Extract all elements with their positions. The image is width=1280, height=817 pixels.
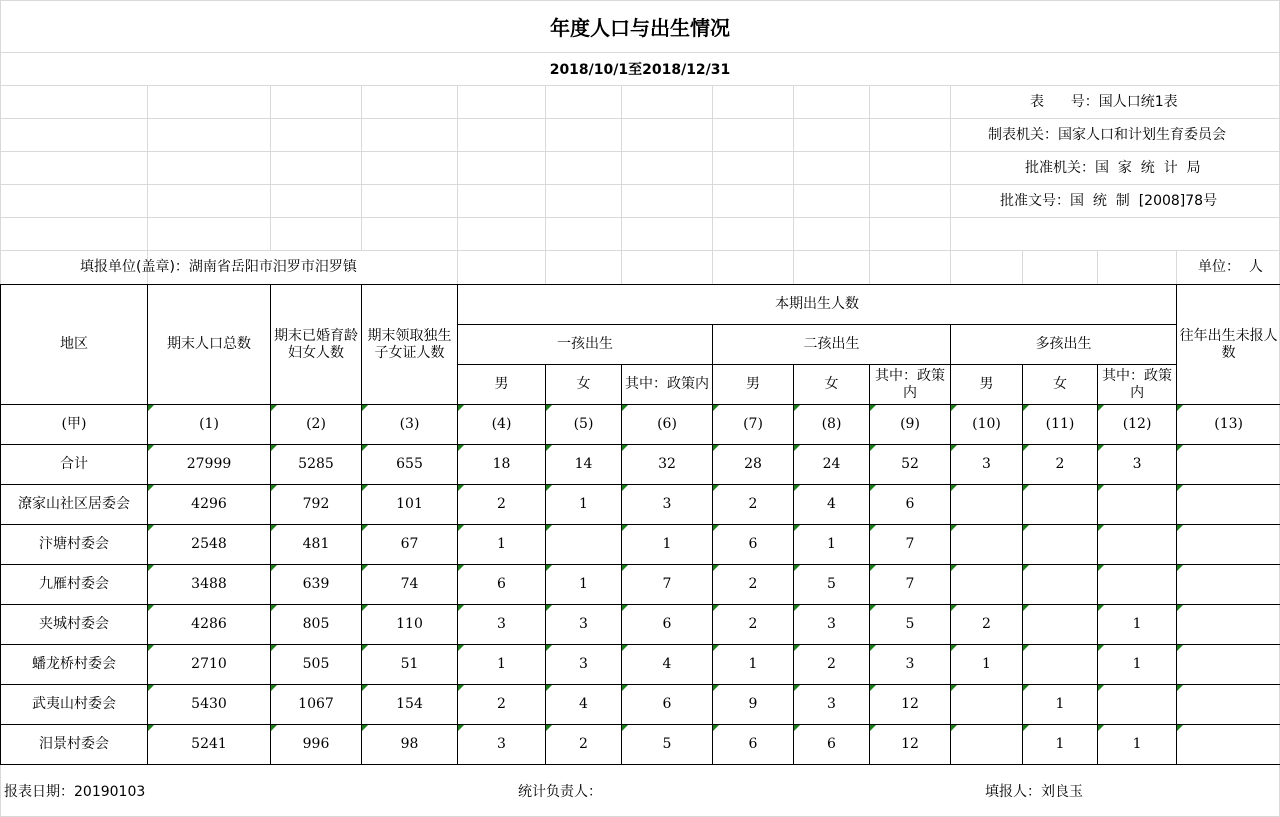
region-name[interactable]: 蟠龙桥村委会	[1, 645, 148, 685]
column-code: (8)	[794, 405, 870, 445]
gridline	[147, 85, 148, 284]
table-cell[interactable]: 4	[794, 485, 870, 525]
header-multi-child: 多孩出生	[951, 325, 1177, 365]
table-cell[interactable]: 5	[794, 565, 870, 605]
table-cell[interactable]: 7	[622, 565, 713, 605]
table-cell[interactable]: 3	[622, 485, 713, 525]
gridline	[712, 85, 713, 284]
table-cell[interactable]: 2	[951, 605, 1023, 645]
table-cell[interactable]: 6	[794, 725, 870, 765]
header-policy-inner: 其中：政策内	[870, 365, 951, 405]
table-cell[interactable]: 639	[271, 565, 362, 605]
header-unreported-births: 往年出生未报人数	[1177, 285, 1280, 405]
header-male: 男	[951, 365, 1023, 405]
table-cell[interactable]: 2	[458, 685, 546, 725]
region-name[interactable]: 武夷山村委会	[1, 685, 148, 725]
table-cell[interactable]	[1177, 725, 1280, 765]
table-cell[interactable]	[1177, 645, 1280, 685]
approval-authority: 批准机关：国 家 统 计 局	[1025, 159, 1201, 176]
table-cell[interactable]: 3	[870, 645, 951, 685]
column-code: (5)	[546, 405, 622, 445]
table-cell[interactable]: 6	[622, 605, 713, 645]
report-date: 报表日期：20190103	[4, 784, 146, 800]
table-cell[interactable]: 110	[362, 605, 458, 645]
table-cell[interactable]	[1023, 525, 1098, 565]
table-cell[interactable]	[1098, 525, 1177, 565]
table-cell[interactable]	[951, 685, 1023, 725]
issuing-authority: 制表机关：国家人口和计划生育委员会	[988, 126, 1226, 143]
table-cell[interactable]: 6	[713, 525, 794, 565]
table-cell[interactable]: 1	[713, 645, 794, 685]
table-cell[interactable]	[1177, 685, 1280, 725]
table-cell[interactable]: 5	[622, 725, 713, 765]
table-cell[interactable]: 14	[546, 445, 622, 485]
table-cell[interactable]: 3	[794, 605, 870, 645]
column-code: (4)	[458, 405, 546, 445]
table-cell[interactable]: 1	[951, 645, 1023, 685]
table-cell[interactable]: 2	[546, 725, 622, 765]
table-cell[interactable]: 1	[1098, 645, 1177, 685]
table-cell[interactable]: 3	[458, 605, 546, 645]
table-cell[interactable]: 2	[713, 605, 794, 645]
table-cell[interactable]: 101	[362, 485, 458, 525]
table-cell[interactable]: 6	[713, 725, 794, 765]
table-cell[interactable]: 18	[458, 445, 546, 485]
table-cell[interactable]: 1	[546, 485, 622, 525]
table-cell[interactable]	[546, 525, 622, 565]
table-cell[interactable]: 3	[794, 685, 870, 725]
table-cell[interactable]: 5285	[271, 445, 362, 485]
table-cell[interactable]: 1	[622, 525, 713, 565]
table-cell[interactable]: 98	[362, 725, 458, 765]
table-cell[interactable]: 655	[362, 445, 458, 485]
column-code: (6)	[622, 405, 713, 445]
column-code: (10)	[951, 405, 1023, 445]
header-region: 地区	[1, 285, 148, 405]
table-cell[interactable]: 2	[458, 485, 546, 525]
report-title: 年度人口与出生情况	[550, 15, 730, 40]
table-cell[interactable]: 1	[794, 525, 870, 565]
table-cell[interactable]: 2	[1023, 445, 1098, 485]
table-cell[interactable]: 6	[458, 565, 546, 605]
region-name[interactable]: 九雁村委会	[1, 565, 148, 605]
gridline	[0, 151, 1280, 152]
region-name[interactable]: 汨景村委会	[1, 725, 148, 765]
table-cell[interactable]: 1	[1023, 725, 1098, 765]
header-female: 女	[794, 365, 870, 405]
table-cell[interactable]	[1023, 485, 1098, 525]
table-cell[interactable]: 4	[546, 685, 622, 725]
table-row[interactable]	[1, 485, 1280, 525]
table-cell[interactable]: 12	[870, 685, 951, 725]
table-row[interactable]	[1, 725, 1280, 765]
column-code: (7)	[713, 405, 794, 445]
table-cell[interactable]: 805	[271, 605, 362, 645]
table-cell[interactable]	[1098, 565, 1177, 605]
table-cell[interactable]: 5430	[148, 685, 271, 725]
column-code: (甲)	[1, 405, 148, 445]
table-cell[interactable]: 52	[870, 445, 951, 485]
table-row[interactable]	[1, 565, 1280, 605]
table-cell[interactable]	[951, 725, 1023, 765]
table-cell[interactable]	[1023, 645, 1098, 685]
table-cell[interactable]	[1023, 605, 1098, 645]
header-male: 男	[458, 365, 546, 405]
table-cell[interactable]: 3	[458, 725, 546, 765]
table-cell[interactable]	[1098, 685, 1177, 725]
table-cell[interactable]: 3	[546, 605, 622, 645]
reporting-unit: 填报单位(盖章)：湖南省岳阳市汨罗市汨罗镇	[80, 258, 357, 275]
table-cell[interactable]: 1	[458, 645, 546, 685]
table-cell[interactable]: 5	[870, 605, 951, 645]
table-cell[interactable]: 2	[713, 565, 794, 605]
table-cell[interactable]: 9	[713, 685, 794, 725]
table-cell[interactable]: 1	[458, 525, 546, 565]
table-cell[interactable]: 5241	[148, 725, 271, 765]
table-cell[interactable]: 996	[271, 725, 362, 765]
table-cell[interactable]: 1	[1098, 725, 1177, 765]
approval-document: 批准文号：国 统 制 [2008]78号	[1000, 192, 1218, 209]
table-cell[interactable]	[1177, 485, 1280, 525]
column-code: (11)	[1023, 405, 1098, 445]
table-row[interactable]	[1, 685, 1280, 725]
gridline	[361, 85, 362, 250]
gridline	[1097, 250, 1098, 284]
table-cell[interactable]	[1023, 565, 1098, 605]
column-code-row	[1, 405, 1280, 445]
header-female: 女	[1023, 365, 1098, 405]
table-cell[interactable]	[951, 525, 1023, 565]
filled-by: 填报人：刘良玉	[985, 784, 1083, 800]
gridline	[1022, 250, 1023, 284]
gridline	[1176, 250, 1177, 284]
table-cell[interactable]: 2	[794, 645, 870, 685]
header-single-child-certificates: 期末领取独生子女证人数	[362, 285, 458, 405]
region-name[interactable]: 汴塘村委会	[1, 525, 148, 565]
table-row[interactable]	[1, 645, 1280, 685]
table-cell[interactable]: 24	[794, 445, 870, 485]
table-cell[interactable]: 6	[622, 685, 713, 725]
column-code: (3)	[362, 405, 458, 445]
table-cell[interactable]: 7	[870, 565, 951, 605]
gridline	[0, 85, 1280, 86]
table-cell[interactable]: 2	[713, 485, 794, 525]
gridline	[0, 250, 1280, 251]
table-cell[interactable]: 2710	[148, 645, 271, 685]
column-code: (2)	[271, 405, 362, 445]
header-policy-inner: 其中：政策内	[622, 365, 713, 405]
table-cell[interactable]	[1098, 485, 1177, 525]
gridline	[0, 217, 1280, 218]
table-cell[interactable]: 67	[362, 525, 458, 565]
column-code: (1)	[148, 405, 271, 445]
table-cell[interactable]	[1177, 565, 1280, 605]
data-rows	[1, 445, 1280, 765]
table-cell[interactable]: 32	[622, 445, 713, 485]
table-cell[interactable]: 154	[362, 685, 458, 725]
table-row[interactable]	[1, 525, 1280, 565]
column-code: (12)	[1098, 405, 1177, 445]
gridline	[0, 52, 1280, 53]
table-cell[interactable]: 792	[271, 485, 362, 525]
table-cell[interactable]: 6	[870, 485, 951, 525]
statistics-lead: 统计负责人：	[518, 784, 602, 800]
table-cell[interactable]: 27999	[148, 445, 271, 485]
table-cell[interactable]: 2548	[148, 525, 271, 565]
header-births-this-period: 本期出生人数	[458, 285, 1177, 325]
column-code: (13)	[1177, 405, 1280, 445]
table-cell[interactable]: 505	[271, 645, 362, 685]
header-policy-inner: 其中：政策内	[1098, 365, 1177, 405]
header-second-child: 二孩出生	[713, 325, 951, 365]
table-cell[interactable]	[951, 565, 1023, 605]
gridline	[621, 85, 622, 284]
table-cell[interactable]	[1177, 605, 1280, 645]
population-table	[0, 284, 1280, 765]
gridline	[270, 85, 271, 250]
gridline	[457, 85, 458, 284]
table-cell[interactable]: 481	[271, 525, 362, 565]
table-cell[interactable]: 3	[546, 645, 622, 685]
gridline	[793, 85, 794, 284]
table-cell[interactable]: 4296	[148, 485, 271, 525]
gridline	[0, 184, 1280, 185]
table-row[interactable]	[1, 605, 1280, 645]
table-cell[interactable]: 74	[362, 565, 458, 605]
table-cell[interactable]: 3	[951, 445, 1023, 485]
report-period: 2018/10/1至2018/12/31	[549, 61, 731, 78]
region-name[interactable]: 潦家山社区居委会	[1, 485, 148, 525]
header-male: 男	[713, 365, 794, 405]
table-cell[interactable]: 3488	[148, 565, 271, 605]
table-cell[interactable]	[1177, 445, 1280, 485]
gridline	[545, 85, 546, 284]
region-name[interactable]: 合计	[1, 445, 148, 485]
table-cell[interactable]: 3	[1098, 445, 1177, 485]
unit-label: 单位： 人	[1198, 258, 1263, 275]
form-number: 表 号：国人口统1表	[1030, 93, 1178, 110]
table-cell[interactable]	[951, 485, 1023, 525]
header-married-women: 期末已婚育龄妇女人数	[271, 285, 362, 405]
header-total-population: 期末人口总数	[148, 285, 271, 405]
table-cell[interactable]: 1	[1098, 605, 1177, 645]
header-female: 女	[546, 365, 622, 405]
gridline	[0, 118, 1280, 119]
table-cell[interactable]: 7	[870, 525, 951, 565]
table-cell[interactable]: 1	[1023, 685, 1098, 725]
table-row[interactable]	[1, 445, 1280, 485]
table-cell[interactable]: 12	[870, 725, 951, 765]
table-cell[interactable]: 4	[622, 645, 713, 685]
gridline	[950, 85, 951, 284]
table-cell[interactable]	[1177, 525, 1280, 565]
table-cell[interactable]: 1	[546, 565, 622, 605]
region-name[interactable]: 夹城村委会	[1, 605, 148, 645]
table-cell[interactable]: 28	[713, 445, 794, 485]
header-first-child: 一孩出生	[458, 325, 713, 365]
table-cell[interactable]: 1067	[271, 685, 362, 725]
gridline	[869, 85, 870, 284]
column-code: (9)	[870, 405, 951, 445]
table-cell[interactable]: 4286	[148, 605, 271, 645]
table-cell[interactable]: 51	[362, 645, 458, 685]
gridline	[0, 0, 1280, 1]
